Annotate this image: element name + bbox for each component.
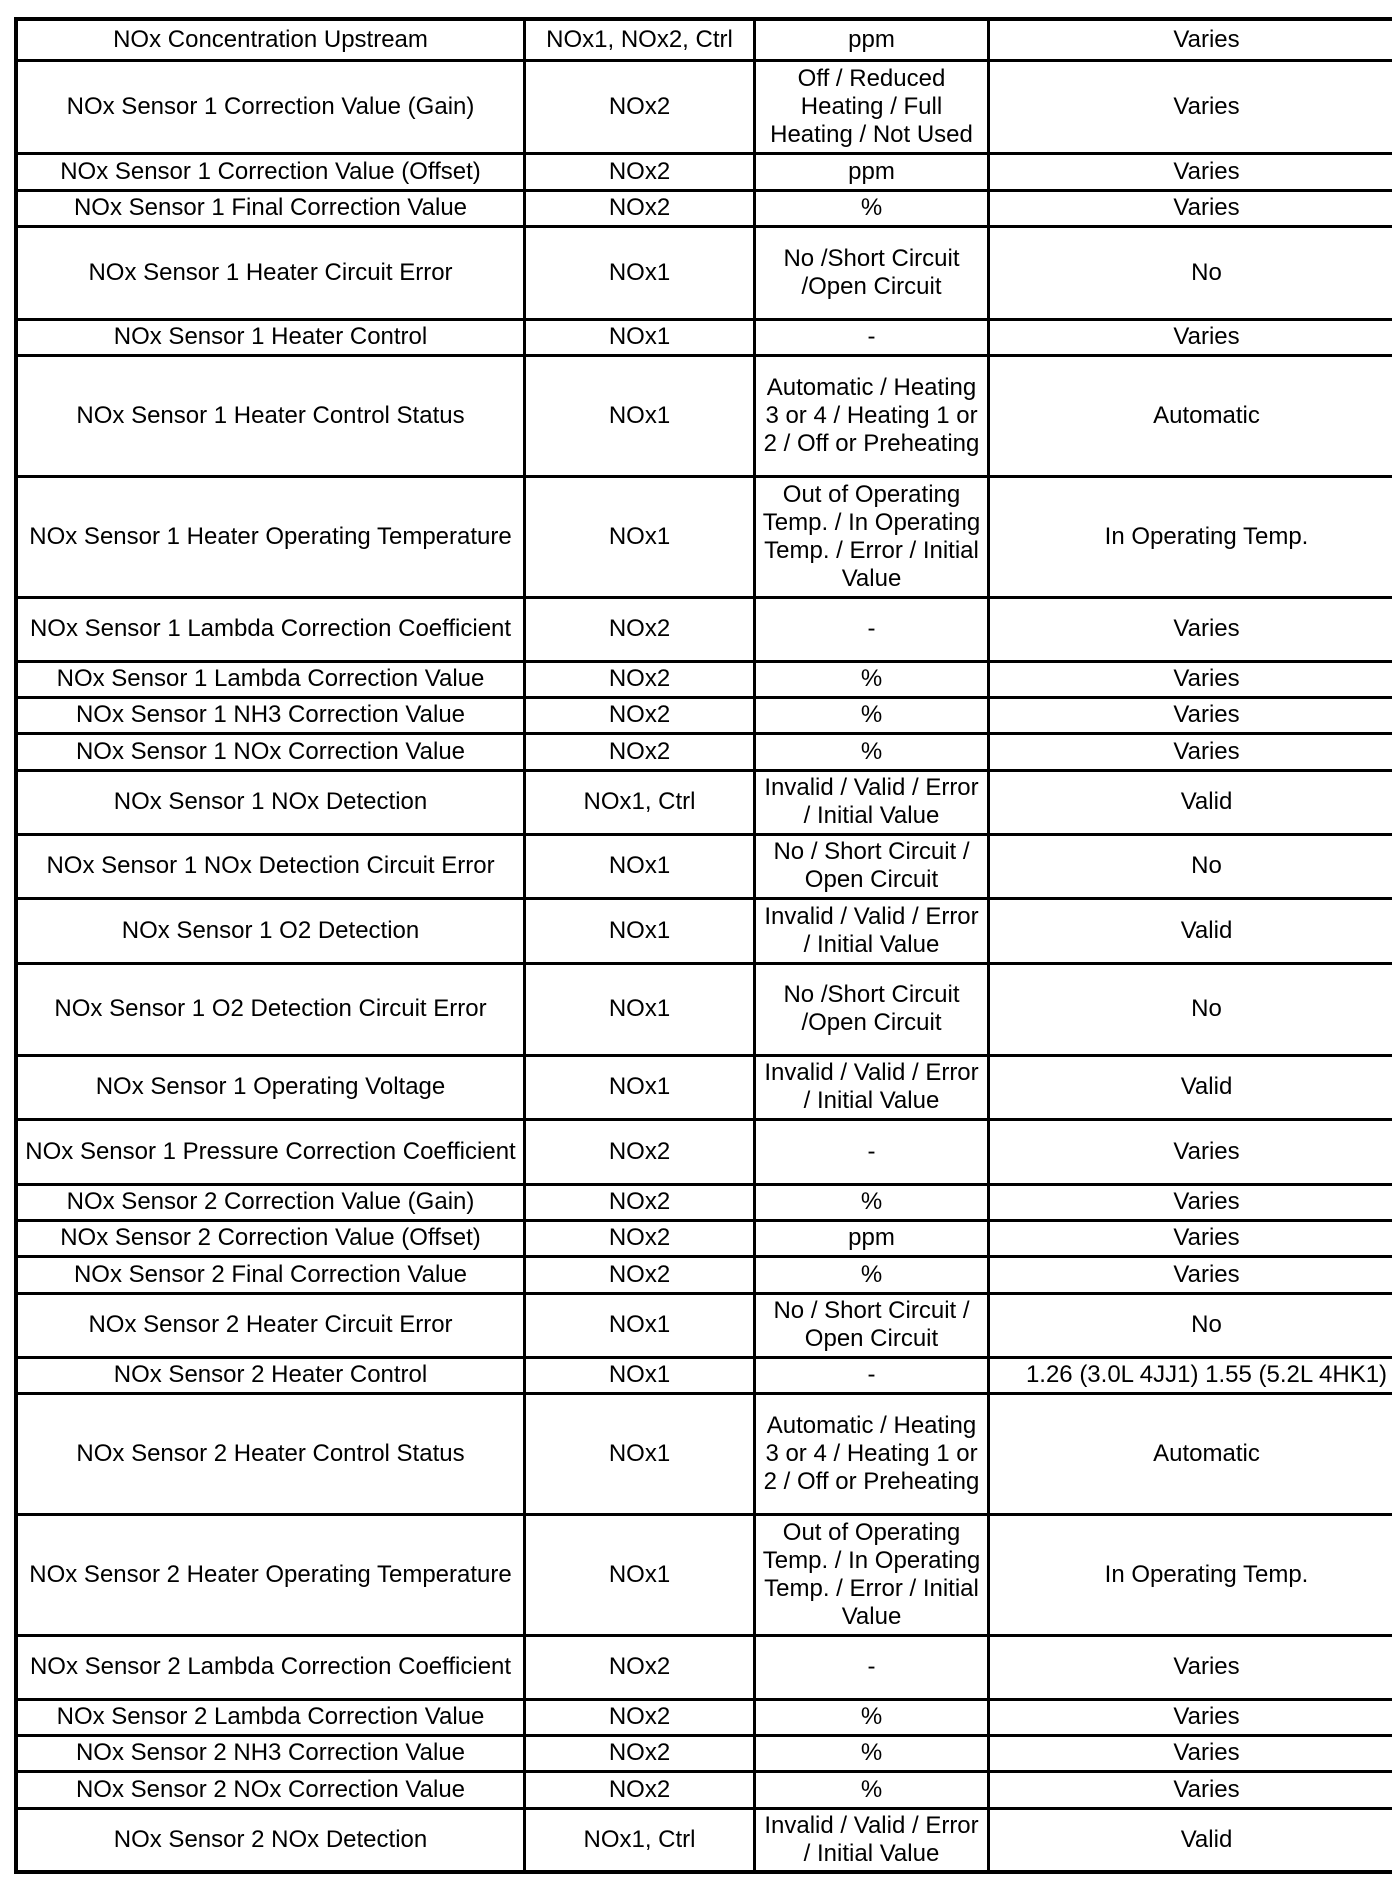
table-row: [16, 153, 1392, 190]
table-row: [16, 661, 1392, 697]
typical-value-cell: Varies: [989, 60, 1392, 153]
parameter-cell: NOx Sensor 2 NOx Detection: [16, 1808, 525, 1872]
typical-value-cell: Varies: [989, 1635, 1392, 1699]
parameter-cell: NOx Sensor 2 Heater Control: [16, 1357, 525, 1393]
units-cell: %: [755, 1699, 989, 1735]
module-cell: NOx1: [525, 476, 755, 597]
typical-value-cell: No: [989, 834, 1392, 898]
parameter-table: [14, 17, 1392, 1874]
parameter-cell: NOx Sensor 2 NOx Correction Value: [16, 1771, 525, 1808]
units-cell: Invalid / Valid / Error / Initial Value: [755, 898, 989, 963]
parameter-cell: NOx Sensor 1 Operating Voltage: [16, 1055, 525, 1119]
table-row: [16, 1220, 1392, 1256]
typical-value-cell: Valid: [989, 770, 1392, 834]
module-cell: NOx1, Ctrl: [525, 770, 755, 834]
table-row: [16, 1184, 1392, 1220]
table-row: [16, 60, 1392, 153]
units-cell: Invalid / Valid / Error / Initial Value: [755, 1808, 989, 1872]
units-cell: -: [755, 1635, 989, 1699]
typical-value-cell: Varies: [989, 1184, 1392, 1220]
parameter-cell: NOx Concentration Upstream: [16, 19, 525, 60]
module-cell: NOx2: [525, 153, 755, 190]
units-cell: No / Short Circuit / Open Circuit: [755, 834, 989, 898]
table-row: [16, 226, 1392, 319]
units-cell: ppm: [755, 1220, 989, 1256]
module-cell: NOx2: [525, 1735, 755, 1771]
units-cell: -: [755, 1357, 989, 1393]
table-row: [16, 963, 1392, 1055]
parameter-cell: NOx Sensor 1 O2 Detection: [16, 898, 525, 963]
parameter-cell: NOx Sensor 2 Correction Value (Offset): [16, 1220, 525, 1256]
units-cell: Off / Reduced Heating / Full Heating / Not Used: [755, 60, 989, 153]
parameter-cell: NOx Sensor 1 Final Correction Value: [16, 190, 525, 226]
module-cell: NOx1: [525, 834, 755, 898]
module-cell: NOx1: [525, 1393, 755, 1514]
units-cell: Out of Operating Temp. / In Operating Temp. / Error / Initial Value: [755, 1514, 989, 1635]
parameter-cell: NOx Sensor 1 Heater Control: [16, 319, 525, 355]
table-row: [16, 1699, 1392, 1735]
parameter-cell: NOx Sensor 1 Heater Circuit Error: [16, 226, 525, 319]
module-cell: NOx2: [525, 1220, 755, 1256]
module-cell: NOx1: [525, 1293, 755, 1357]
module-cell: NOx2: [525, 597, 755, 661]
module-cell: NOx1: [525, 1055, 755, 1119]
parameter-cell: NOx Sensor 2 Correction Value (Gain): [16, 1184, 525, 1220]
table-row: [16, 19, 1392, 60]
units-cell: %: [755, 733, 989, 770]
table-row: [16, 476, 1392, 597]
table-row: [16, 1293, 1392, 1357]
module-cell: NOx1: [525, 1357, 755, 1393]
units-cell: ppm: [755, 153, 989, 190]
module-cell: NOx1: [525, 355, 755, 476]
parameter-cell: NOx Sensor 1 Lambda Correction Coefficient: [16, 597, 525, 661]
table-row: [16, 1808, 1392, 1872]
module-cell: NOx2: [525, 1119, 755, 1184]
table-row: [16, 1357, 1392, 1393]
parameter-cell: NOx Sensor 1 NOx Detection Circuit Error: [16, 834, 525, 898]
parameter-cell: NOx Sensor 2 Heater Control Status: [16, 1393, 525, 1514]
module-cell: NOx1: [525, 226, 755, 319]
units-cell: No /Short Circuit /Open Circuit: [755, 963, 989, 1055]
table-row: [16, 1735, 1392, 1771]
parameter-cell: NOx Sensor 1 Pressure Correction Coefficient: [16, 1119, 525, 1184]
units-cell: %: [755, 1184, 989, 1220]
module-cell: NOx2: [525, 190, 755, 226]
table-row: [16, 733, 1392, 770]
units-cell: -: [755, 597, 989, 661]
table-row: [16, 834, 1392, 898]
parameter-cell: NOx Sensor 2 Heater Operating Temperature: [16, 1514, 525, 1635]
parameter-cell: NOx Sensor 2 Heater Circuit Error: [16, 1293, 525, 1357]
typical-value-cell: In Operating Temp.: [989, 476, 1392, 597]
units-cell: -: [755, 319, 989, 355]
typical-value-cell: Varies: [989, 661, 1392, 697]
parameter-cell: NOx Sensor 1 Correction Value (Offset): [16, 153, 525, 190]
parameter-cell: NOx Sensor 2 Lambda Correction Value: [16, 1699, 525, 1735]
table-row: [16, 1055, 1392, 1119]
parameter-cell: NOx Sensor 1 Correction Value (Gain): [16, 60, 525, 153]
table-row: [16, 1635, 1392, 1699]
typical-value-cell: Varies: [989, 1735, 1392, 1771]
units-cell: ppm: [755, 19, 989, 60]
units-cell: %: [755, 661, 989, 697]
units-cell: %: [755, 1256, 989, 1293]
module-cell: NOx1: [525, 1514, 755, 1635]
typical-value-cell: Valid: [989, 898, 1392, 963]
table-row: [16, 697, 1392, 733]
typical-value-cell: Varies: [989, 1771, 1392, 1808]
module-cell: NOx1: [525, 319, 755, 355]
module-cell: NOx2: [525, 1635, 755, 1699]
table-row: [16, 1514, 1392, 1635]
parameter-cell: NOx Sensor 1 NH3 Correction Value: [16, 697, 525, 733]
units-cell: %: [755, 697, 989, 733]
module-cell: NOx2: [525, 1256, 755, 1293]
parameter-cell: NOx Sensor 1 Heater Control Status: [16, 355, 525, 476]
typical-value-cell: Varies: [989, 1119, 1392, 1184]
typical-value-cell: No: [989, 1293, 1392, 1357]
units-cell: %: [755, 1735, 989, 1771]
typical-value-cell: In Operating Temp.: [989, 1514, 1392, 1635]
table-row: [16, 898, 1392, 963]
module-cell: NOx2: [525, 661, 755, 697]
module-cell: NOx2: [525, 60, 755, 153]
parameter-cell: NOx Sensor 1 O2 Detection Circuit Error: [16, 963, 525, 1055]
parameter-cell: NOx Sensor 2 NH3 Correction Value: [16, 1735, 525, 1771]
typical-value-cell: No: [989, 963, 1392, 1055]
typical-value-cell: Automatic: [989, 355, 1392, 476]
table-row: [16, 319, 1392, 355]
typical-value-cell: Varies: [989, 733, 1392, 770]
typical-value-cell: 1.26 (3.0L 4JJ1) 1.55 (5.2L 4HK1): [989, 1357, 1392, 1393]
table-row: [16, 1393, 1392, 1514]
units-cell: -: [755, 1119, 989, 1184]
units-cell: Automatic / Heating 3 or 4 / Heating 1 or 2 / Off or Preheating: [755, 1393, 989, 1514]
table-body: [16, 19, 1392, 1872]
typical-value-cell: Varies: [989, 697, 1392, 733]
units-cell: %: [755, 190, 989, 226]
table-row: [16, 1771, 1392, 1808]
table-row: [16, 770, 1392, 834]
units-cell: Invalid / Valid / Error / Initial Value: [755, 1055, 989, 1119]
module-cell: NOx2: [525, 1771, 755, 1808]
typical-value-cell: Varies: [989, 319, 1392, 355]
typical-value-cell: Valid: [989, 1055, 1392, 1119]
table-row: [16, 597, 1392, 661]
parameter-cell: NOx Sensor 2 Lambda Correction Coefficient: [16, 1635, 525, 1699]
typical-value-cell: Varies: [989, 1699, 1392, 1735]
typical-value-cell: Varies: [989, 153, 1392, 190]
typical-value-cell: Varies: [989, 1220, 1392, 1256]
units-cell: No /Short Circuit /Open Circuit: [755, 226, 989, 319]
units-cell: Invalid / Valid / Error / Initial Value: [755, 770, 989, 834]
parameter-cell: NOx Sensor 2 Final Correction Value: [16, 1256, 525, 1293]
typical-value-cell: Varies: [989, 1256, 1392, 1293]
parameter-cell: NOx Sensor 1 NOx Correction Value: [16, 733, 525, 770]
module-cell: NOx1: [525, 898, 755, 963]
parameter-cell: NOx Sensor 1 Lambda Correction Value: [16, 661, 525, 697]
typical-value-cell: Varies: [989, 597, 1392, 661]
typical-value-cell: Varies: [989, 190, 1392, 226]
parameter-cell: NOx Sensor 1 Heater Operating Temperature: [16, 476, 525, 597]
units-cell: %: [755, 1771, 989, 1808]
typical-value-cell: Automatic: [989, 1393, 1392, 1514]
module-cell: NOx2: [525, 733, 755, 770]
parameter-cell: NOx Sensor 1 NOx Detection: [16, 770, 525, 834]
table-row: [16, 190, 1392, 226]
module-cell: NOx1, Ctrl: [525, 1808, 755, 1872]
units-cell: No / Short Circuit / Open Circuit: [755, 1293, 989, 1357]
module-cell: NOx1: [525, 963, 755, 1055]
module-cell: NOx2: [525, 697, 755, 733]
typical-value-cell: Valid: [989, 1808, 1392, 1872]
table-row: [16, 355, 1392, 476]
module-cell: NOx2: [525, 1699, 755, 1735]
units-cell: Out of Operating Temp. / In Operating Temp. / Error / Initial Value: [755, 476, 989, 597]
module-cell: NOx2: [525, 1184, 755, 1220]
table-row: [16, 1256, 1392, 1293]
typical-value-cell: No: [989, 226, 1392, 319]
table-row: [16, 1119, 1392, 1184]
module-cell: NOx1, NOx2, Ctrl: [525, 19, 755, 60]
typical-value-cell: Varies: [989, 19, 1392, 60]
units-cell: Automatic / Heating 3 or 4 / Heating 1 or 2 / Off or Preheating: [755, 355, 989, 476]
